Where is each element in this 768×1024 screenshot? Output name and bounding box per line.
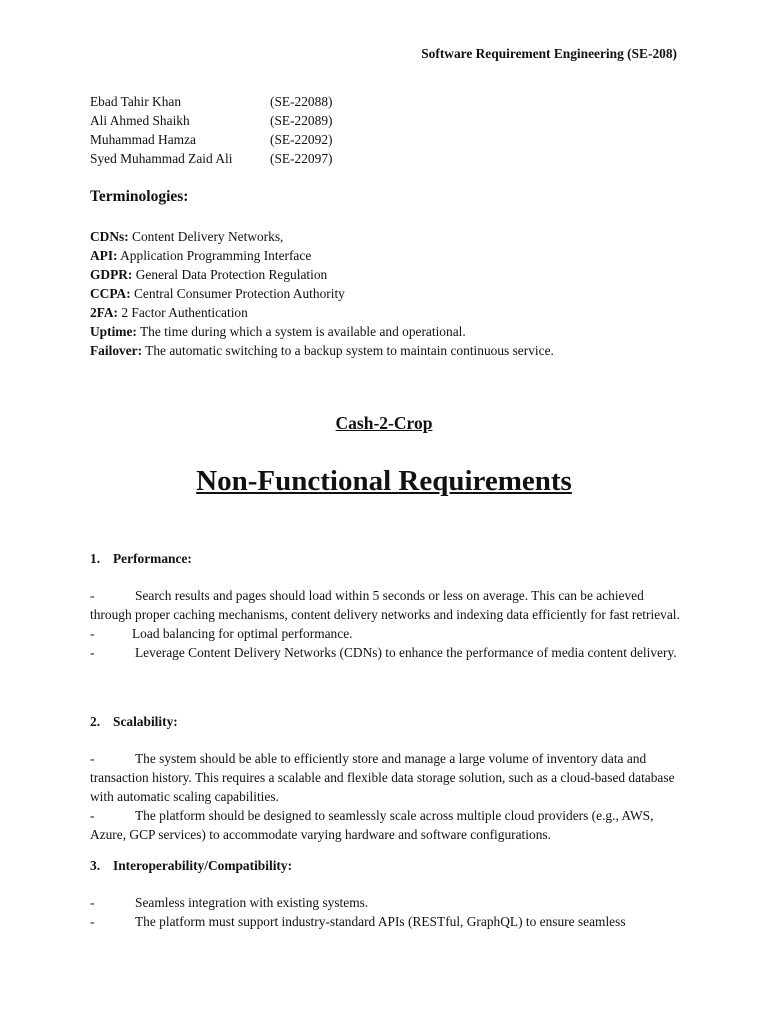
section-items [90, 893, 680, 931]
item-text: Load balancing for optimal performance. [132, 626, 353, 641]
item-text: The platform should be designed to seamlessly scale across multiple cloud providers (e.g., AWS, Azure, GCP services) to accommodate varying hardware and software configurations. [90, 808, 654, 842]
author-row [90, 130, 332, 149]
document-title: Non-Functional Requirements [196, 465, 572, 497]
term-definition: Application Programming Interface [117, 248, 312, 263]
item-dash: - [90, 645, 95, 660]
item-text: The system should be able to efficiently store and manage a large volume of inventory data and transaction history. This requires a scalable and flexible data storage solution, such as a cloud-based database with automatic scaling capabilities. [90, 751, 675, 804]
item-dash: - [90, 914, 95, 929]
terminology-item [90, 265, 554, 284]
author-row [90, 111, 332, 130]
term-key: CDNs: [90, 229, 129, 244]
section-heading-text: Performance: [113, 551, 192, 566]
author-row [90, 149, 332, 168]
author-id: (SE-22088) [270, 94, 333, 109]
section-number: 1. [90, 551, 101, 566]
term-key: CCPA: [90, 286, 131, 301]
terminology-item [90, 284, 554, 303]
project-title: Cash-2-Crop [335, 413, 433, 433]
terminologies-list [90, 227, 554, 360]
item-dash: - [90, 626, 95, 641]
author-id: (SE-22089) [270, 113, 333, 128]
item-dash: - [90, 895, 95, 910]
section-performance [90, 549, 680, 662]
terminologies-heading: Terminologies: [90, 188, 189, 205]
term-definition: 2 Factor Authentication [118, 305, 248, 320]
section-heading-text: Scalability: [113, 714, 178, 729]
section-number: 3. [90, 858, 101, 873]
term-definition: General Data Protection Regulation [132, 267, 328, 282]
item-text: Search results and pages should load within 5 seconds or less on average. This can be achieved through proper caching mechanisms, content delivery networks and indexing data efficiently for fast retrieval. [90, 588, 680, 622]
section-heading [90, 549, 680, 568]
terminology-item [90, 341, 554, 360]
term-key: API: [90, 248, 118, 263]
item-dash: - [90, 808, 95, 823]
section-items [90, 586, 680, 662]
term-key: Failover: [90, 343, 143, 358]
author-list [90, 92, 332, 168]
author-id: (SE-22097) [270, 151, 333, 166]
terminology-item [90, 246, 554, 265]
list-item [90, 893, 680, 912]
list-item [90, 749, 680, 806]
section-heading [90, 712, 680, 731]
terminology-item [90, 227, 554, 246]
running-header: Software Requirement Engineering (SE-208) [421, 46, 677, 61]
item-dash: - [90, 751, 95, 766]
author-name: Muhammad Hamza [90, 132, 196, 147]
item-text: The platform must support industry-standard APIs (RESTful, GraphQL) to ensure seamless [135, 914, 626, 929]
list-item [90, 643, 680, 662]
term-key: Uptime: [90, 324, 137, 339]
section-heading-text: Interoperability/Compatibility: [113, 858, 293, 873]
author-name: Ebad Tahir Khan [90, 94, 182, 109]
list-item [90, 624, 680, 643]
list-item [90, 586, 680, 624]
author-name: Ali Ahmed Shaikh [90, 113, 190, 128]
item-dash: - [90, 588, 95, 603]
terminology-item [90, 303, 554, 322]
section-interoperability [90, 856, 680, 931]
list-item [90, 912, 680, 931]
term-key: 2FA: [90, 305, 119, 320]
author-id: (SE-22092) [270, 132, 333, 147]
term-definition: Central Consumer Protection Authority [130, 286, 345, 301]
term-definition: The time during which a system is available and operational. [136, 324, 466, 339]
section-items [90, 749, 680, 844]
section-heading [90, 856, 680, 875]
list-item [90, 806, 680, 844]
author-name: Syed Muhammad Zaid Ali [90, 151, 233, 166]
term-definition: Content Delivery Networks, [128, 229, 284, 244]
terminology-item [90, 322, 554, 341]
item-text: Leverage Content Delivery Networks (CDNs) to enhance the performance of media content delivery. [135, 645, 677, 660]
term-definition: The automatic switching to a backup system to maintain continuous service. [142, 343, 554, 358]
author-row [90, 92, 332, 111]
term-key: GDPR: [90, 267, 133, 282]
item-text: Seamless integration with existing systems. [135, 895, 369, 910]
section-number: 2. [90, 714, 101, 729]
section-scalability [90, 712, 680, 844]
